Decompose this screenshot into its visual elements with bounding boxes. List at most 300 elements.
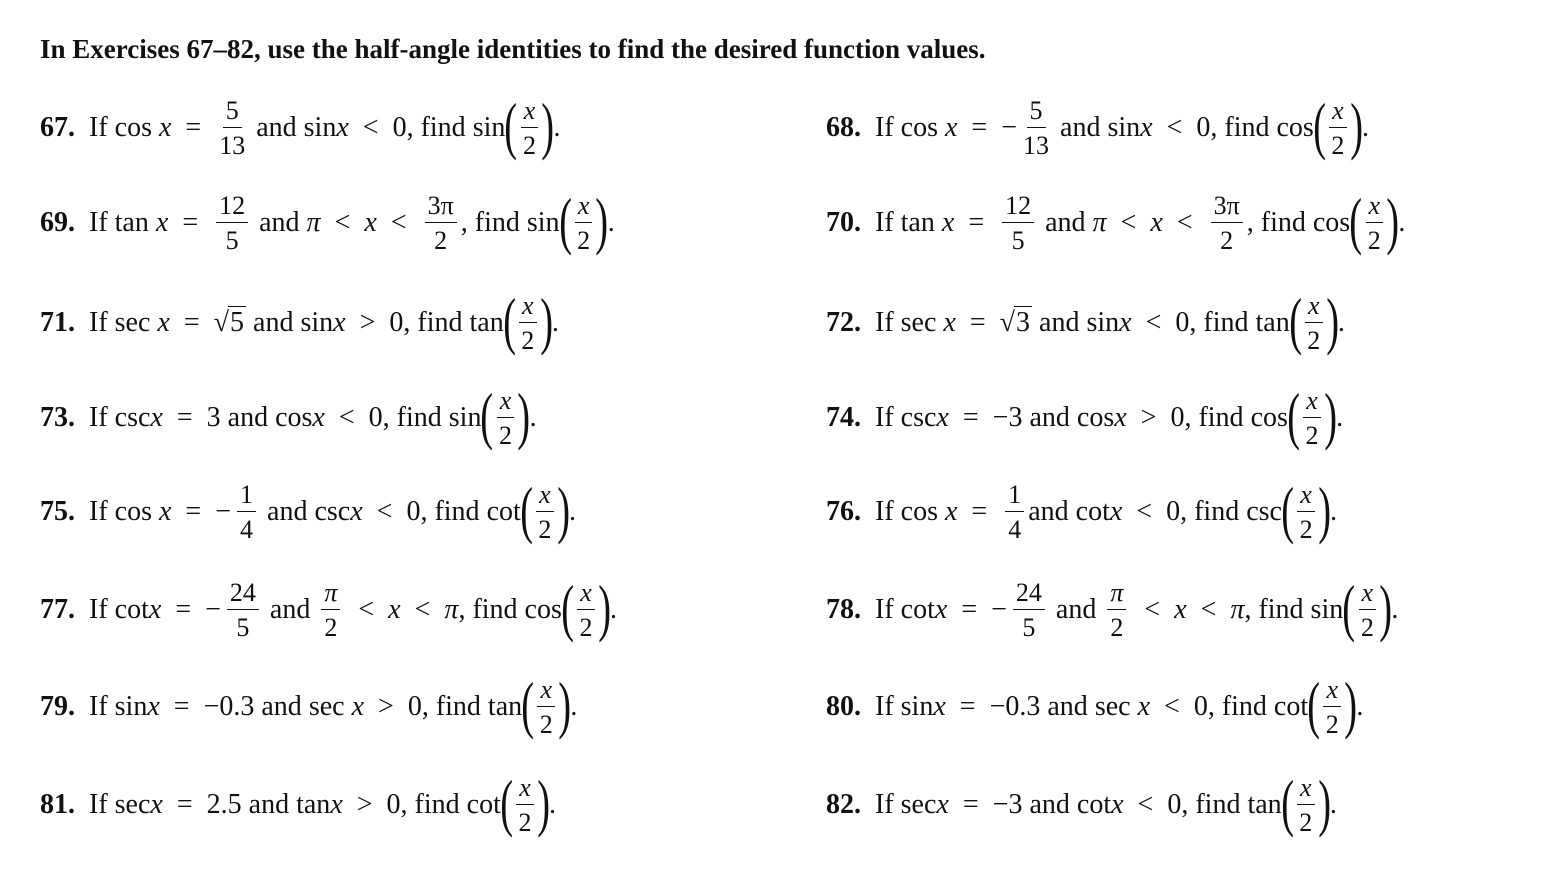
word-if: If xyxy=(875,207,894,238)
word-find: find xyxy=(1224,112,1270,143)
denominator: 2 xyxy=(1299,514,1313,544)
period: . xyxy=(1330,496,1338,527)
value: 3 xyxy=(206,402,221,433)
function-name: csc xyxy=(114,402,151,433)
numerator: x xyxy=(1329,98,1347,128)
variable: x xyxy=(943,307,956,338)
word-and: and xyxy=(1047,691,1088,722)
denominator: 2 xyxy=(1367,225,1381,255)
exercise-number: 82. xyxy=(826,789,861,820)
condition-value: 0, xyxy=(1170,402,1192,433)
target-function: tan xyxy=(487,691,523,722)
numerator: 1 xyxy=(237,482,256,512)
condition-function: csc xyxy=(314,496,351,527)
condition-function: cos xyxy=(1076,402,1115,433)
variable: x xyxy=(157,307,170,338)
half-x-fraction xyxy=(1297,772,1315,837)
exercise-number: 71. xyxy=(40,307,75,338)
condition-function: sec xyxy=(1094,691,1131,722)
exercise-70 xyxy=(826,183,1405,263)
numerator: x xyxy=(1366,193,1384,223)
value: −3 xyxy=(992,402,1023,433)
numerator: x xyxy=(497,388,515,418)
exercise-72 xyxy=(826,283,1345,363)
right-paren: ) xyxy=(536,767,550,838)
target-function: tan xyxy=(469,307,504,338)
word-if: If xyxy=(875,496,894,527)
function-name: cos xyxy=(900,112,938,143)
target-function: sin xyxy=(472,112,506,143)
left-paren: ( xyxy=(1313,90,1326,161)
half-x-fraction xyxy=(1323,674,1341,739)
fraction xyxy=(1023,95,1050,160)
radicand: 5 xyxy=(230,307,245,338)
word-if: If xyxy=(89,112,108,143)
function-name: tan xyxy=(114,207,149,238)
condition-value: 0, xyxy=(1175,307,1197,338)
fraction xyxy=(1002,190,1034,255)
denominator: 2 xyxy=(1360,612,1374,642)
exercise-number: 73. xyxy=(40,402,75,433)
right-paren: ) xyxy=(539,285,553,356)
value: −3 xyxy=(992,789,1023,820)
less-than: < xyxy=(1120,207,1137,238)
variable: x xyxy=(933,691,946,722)
period: . xyxy=(1398,207,1406,238)
half-x-fraction xyxy=(1305,290,1323,355)
less-than: < xyxy=(414,594,431,625)
left-paren: ( xyxy=(1281,474,1295,545)
condition-value: 0, xyxy=(368,402,390,433)
condition-function: cot xyxy=(1076,789,1112,820)
numerator: x xyxy=(1303,388,1321,418)
half-x-fraction xyxy=(1297,479,1315,544)
pi: π xyxy=(306,207,321,238)
target-function: tan xyxy=(1247,789,1282,820)
half-x-fraction xyxy=(1329,95,1347,160)
word-if: If xyxy=(875,691,894,722)
period: . xyxy=(1361,112,1369,143)
right-paren: ) xyxy=(558,669,572,740)
numerator: x xyxy=(537,677,555,707)
word-find: find xyxy=(1258,594,1304,625)
exercise-number: 81. xyxy=(40,789,75,820)
word-if: If xyxy=(875,594,894,625)
pi: π xyxy=(1092,207,1107,238)
variable: x xyxy=(150,789,163,820)
variable: x xyxy=(158,112,172,143)
variable: x xyxy=(1111,789,1124,820)
exercise-number: 76. xyxy=(826,496,861,527)
fraction xyxy=(1005,479,1024,544)
exercise-71 xyxy=(40,283,559,363)
condition-value: 0, xyxy=(406,496,428,527)
value: −0.3 xyxy=(989,691,1041,722)
half-x-fraction xyxy=(519,290,537,355)
numerator: x xyxy=(1359,580,1377,610)
half-x-fraction xyxy=(497,385,515,450)
condition-value: 0, xyxy=(386,789,408,820)
equals: = xyxy=(962,402,979,433)
denominator: 2 xyxy=(522,130,536,160)
fraction xyxy=(237,479,256,544)
numerator: x xyxy=(521,98,539,128)
word-find: find xyxy=(1198,402,1244,433)
denominator: 2 xyxy=(1305,420,1319,450)
target-function: sin xyxy=(1310,594,1344,625)
comma: , xyxy=(460,207,468,238)
word-find: find xyxy=(434,496,480,527)
period: . xyxy=(1356,691,1364,722)
period: . xyxy=(570,691,578,722)
left-paren: ( xyxy=(1280,767,1294,838)
denominator: 2 xyxy=(521,325,535,355)
period: . xyxy=(551,307,559,338)
comma: , xyxy=(1244,594,1252,625)
exercise-79 xyxy=(40,667,577,747)
less-than: < xyxy=(1200,594,1217,625)
target-function: sin xyxy=(448,402,482,433)
numerator: 3π xyxy=(1211,193,1243,223)
word-if: If xyxy=(89,207,108,238)
exercise-82 xyxy=(826,765,1337,845)
numerator: x xyxy=(516,775,534,805)
condition-operator: < xyxy=(376,496,393,527)
target-function: cos xyxy=(1276,112,1314,143)
denominator: 13 xyxy=(1023,130,1050,160)
right-paren: ) xyxy=(1349,90,1363,161)
condition-value: 0, xyxy=(1193,691,1215,722)
condition-operator: > xyxy=(1140,402,1157,433)
less-than: < xyxy=(1144,594,1161,625)
exercise-number: 72. xyxy=(826,307,861,338)
minus-sign: − xyxy=(205,594,221,625)
numerator: 3π xyxy=(425,193,457,223)
word-if: If xyxy=(89,496,108,527)
exercise-number: 75. xyxy=(40,496,75,527)
fraction xyxy=(227,577,259,642)
pi: π xyxy=(444,594,459,625)
minus-sign: − xyxy=(215,496,232,527)
condition-operator: > xyxy=(359,307,376,338)
condition-operator: < xyxy=(362,112,379,143)
half-x-fraction xyxy=(536,479,554,544)
function-name: csc xyxy=(900,402,937,433)
numerator: x xyxy=(536,482,554,512)
word-if: If xyxy=(875,307,894,338)
word-if: If xyxy=(875,789,894,820)
exercise-number: 80. xyxy=(826,691,861,722)
function-name: cos xyxy=(114,496,152,527)
right-paren: ) xyxy=(1379,572,1393,643)
word-find: find xyxy=(1203,307,1249,338)
condition-value: 0, xyxy=(1196,112,1218,143)
less-than: < xyxy=(1176,207,1193,238)
word-and: and xyxy=(256,112,297,143)
word-find: find xyxy=(474,207,520,238)
variable: x xyxy=(944,496,958,527)
period: . xyxy=(1336,402,1344,433)
exercise-77 xyxy=(40,570,617,650)
numerator: 1 xyxy=(1005,482,1024,512)
left-paren: ( xyxy=(1307,669,1321,740)
condition-operator: < xyxy=(1145,307,1162,338)
comma: , xyxy=(1246,207,1254,238)
variable: x xyxy=(1114,402,1127,433)
word-and: and xyxy=(248,789,290,820)
condition-operator: > xyxy=(378,691,394,722)
condition-operator: < xyxy=(1137,789,1154,820)
function-name: tan xyxy=(900,207,935,238)
denominator: 2 xyxy=(1307,325,1321,355)
variable: x xyxy=(941,207,955,238)
fraction xyxy=(1211,190,1243,255)
variable: x xyxy=(158,496,172,527)
variable: x xyxy=(351,691,365,722)
denominator: 5 xyxy=(225,225,239,255)
word-find: find xyxy=(1194,496,1240,527)
word-find: find xyxy=(1260,207,1306,238)
function-name: sec xyxy=(114,789,151,820)
equals: = xyxy=(971,112,988,143)
denominator: 5 xyxy=(1011,225,1025,255)
variable: x xyxy=(330,789,343,820)
numerator: 24 xyxy=(1013,580,1045,610)
word-and: and xyxy=(1045,207,1086,238)
left-paren: ( xyxy=(480,380,494,451)
condition-function: sin xyxy=(303,112,337,143)
equals: = xyxy=(176,402,193,433)
word-and: and xyxy=(227,402,269,433)
left-paren: ( xyxy=(500,767,513,838)
exercise-78 xyxy=(826,570,1398,650)
right-paren: ) xyxy=(1317,767,1331,838)
exercise-76 xyxy=(826,472,1337,552)
word-if: If xyxy=(89,594,108,625)
numerator: π xyxy=(321,580,340,610)
word-find: find xyxy=(435,691,481,722)
exercise-number: 78. xyxy=(826,594,861,625)
period: . xyxy=(610,594,618,625)
less-than: < xyxy=(390,207,407,238)
target-function: cos xyxy=(1312,207,1351,238)
word-and: and xyxy=(1029,789,1070,820)
denominator: 2 xyxy=(499,420,513,450)
exercise-number: 70. xyxy=(826,207,861,238)
right-paren: ) xyxy=(595,185,609,256)
function-name: sec xyxy=(900,789,937,820)
function-name: sin xyxy=(900,691,934,722)
word-if: If xyxy=(875,112,894,143)
variable: x xyxy=(364,207,377,238)
function-name: sec xyxy=(900,307,937,338)
fraction xyxy=(216,190,248,255)
variable: x xyxy=(333,307,346,338)
variable: x xyxy=(936,402,949,433)
half-x-fraction xyxy=(1359,577,1377,642)
half-x-fraction xyxy=(521,95,539,160)
minus-sign: − xyxy=(1001,112,1018,143)
fraction xyxy=(425,190,457,255)
equals: = xyxy=(961,594,978,625)
target-function: cot xyxy=(1273,691,1309,722)
variable: x xyxy=(148,594,162,625)
word-find: find xyxy=(1195,789,1241,820)
left-paren: ( xyxy=(1287,380,1300,451)
denominator: 4 xyxy=(240,514,254,544)
exercise-number: 74. xyxy=(826,402,861,433)
target-function: cos xyxy=(524,594,562,625)
exercise-80 xyxy=(826,667,1363,747)
equals: = xyxy=(175,594,192,625)
value: −0.3 xyxy=(203,691,255,722)
function-name: cot xyxy=(114,594,149,625)
equals: = xyxy=(185,112,202,143)
left-paren: ( xyxy=(521,669,535,740)
radicand: 3 xyxy=(1016,307,1031,338)
word-find: find xyxy=(396,402,442,433)
variable: x xyxy=(1137,691,1151,722)
period: . xyxy=(568,496,576,527)
word-find: find xyxy=(1221,691,1267,722)
equals: = xyxy=(968,207,985,238)
denominator: 13 xyxy=(219,130,246,160)
word-and: and xyxy=(1028,496,1069,527)
left-paren: ( xyxy=(561,572,574,643)
word-find: find xyxy=(414,789,460,820)
function-name: cot xyxy=(900,594,935,625)
condition-function: sin xyxy=(300,307,334,338)
target-function: tan xyxy=(1255,307,1290,338)
equals: = xyxy=(182,207,199,238)
denominator: 5 xyxy=(236,612,250,642)
word-and: and xyxy=(1060,112,1101,143)
half-x-fraction xyxy=(516,772,534,837)
equals: = xyxy=(183,307,200,338)
word-and: and xyxy=(1055,594,1097,625)
period: . xyxy=(1329,789,1337,820)
word-find: find xyxy=(472,594,518,625)
variable: x xyxy=(1140,112,1153,143)
function-name: sin xyxy=(114,691,148,722)
half-x-fraction xyxy=(537,674,555,739)
denominator: 2 xyxy=(538,514,552,544)
denominator: 2 xyxy=(1110,612,1124,642)
denominator: 2 xyxy=(579,612,593,642)
period: . xyxy=(549,789,557,820)
word-if: If xyxy=(89,402,108,433)
denominator: 2 xyxy=(324,612,338,642)
denominator: 2 xyxy=(1331,130,1345,160)
variable: x xyxy=(388,594,401,625)
numerator: x xyxy=(577,580,595,610)
condition-function: tan xyxy=(296,789,331,820)
condition-operator: < xyxy=(338,402,355,433)
exercise-75 xyxy=(40,472,576,552)
word-and: and xyxy=(259,207,300,238)
numerator: 24 xyxy=(227,580,259,610)
exercise-number: 68. xyxy=(826,112,861,143)
exercise-number: 69. xyxy=(40,207,75,238)
word-if: If xyxy=(89,691,108,722)
instructions-heading: In Exercises 67–82, use the half-angle identities to find the desired function values. xyxy=(40,34,986,64)
left-paren: ( xyxy=(502,285,516,356)
left-paren: ( xyxy=(520,474,533,545)
denominator: 2 xyxy=(539,709,553,739)
left-paren: ( xyxy=(558,185,572,256)
word-find: find xyxy=(417,307,463,338)
right-paren: ) xyxy=(517,380,531,451)
variable: x xyxy=(1119,307,1132,338)
numerator: x xyxy=(1323,677,1341,707)
target-function: cot xyxy=(486,496,521,527)
variable: x xyxy=(336,112,349,143)
period: . xyxy=(529,402,537,433)
right-paren: ) xyxy=(1324,380,1337,451)
word-and: and xyxy=(1039,307,1080,338)
denominator: 2 xyxy=(1220,225,1234,255)
word-and: and xyxy=(253,307,294,338)
numerator: x xyxy=(1305,293,1323,323)
variable: x xyxy=(1109,496,1123,527)
period: . xyxy=(553,112,561,143)
variable: x xyxy=(944,112,958,143)
fraction xyxy=(1013,577,1045,642)
exercise-74 xyxy=(826,378,1343,458)
square-root: √5 xyxy=(213,307,245,338)
left-paren: ( xyxy=(1342,572,1356,643)
exercise-69 xyxy=(40,183,615,263)
condition-value: 0, xyxy=(1167,789,1189,820)
variable: x xyxy=(312,402,325,433)
variable: x xyxy=(936,789,949,820)
numerator: 12 xyxy=(1002,193,1034,223)
exercise-81 xyxy=(40,765,556,845)
denominator: 2 xyxy=(577,225,591,255)
left-paren: ( xyxy=(504,90,518,161)
denominator: 5 xyxy=(1022,612,1036,642)
target-function: csc xyxy=(1246,496,1282,527)
word-if: If xyxy=(89,307,108,338)
numerator: x xyxy=(575,193,593,223)
equals: = xyxy=(173,691,190,722)
target-function: cot xyxy=(466,789,501,820)
right-paren: ) xyxy=(556,474,570,545)
less-than: < xyxy=(334,207,351,238)
condition-value: 0, xyxy=(392,112,414,143)
denominator: 2 xyxy=(1299,807,1313,837)
word-find: find xyxy=(420,112,466,143)
function-name: sec xyxy=(114,307,151,338)
numerator: x xyxy=(1297,482,1315,512)
condition-operator: < xyxy=(1166,112,1183,143)
variable: x xyxy=(155,207,169,238)
numerator: x xyxy=(519,293,537,323)
fraction xyxy=(1107,577,1126,642)
condition-operator: < xyxy=(1164,691,1180,722)
left-paren: ( xyxy=(1349,185,1363,256)
variable: x xyxy=(350,496,363,527)
condition-operator: < xyxy=(1136,496,1153,527)
condition-value: 0, xyxy=(407,691,429,722)
half-x-fraction xyxy=(1303,385,1321,450)
numerator: 5 xyxy=(223,98,242,128)
target-function: cos xyxy=(1250,402,1288,433)
numerator: 5 xyxy=(1027,98,1046,128)
right-paren: ) xyxy=(597,572,611,643)
equals: = xyxy=(971,496,988,527)
right-paren: ) xyxy=(1344,669,1358,740)
